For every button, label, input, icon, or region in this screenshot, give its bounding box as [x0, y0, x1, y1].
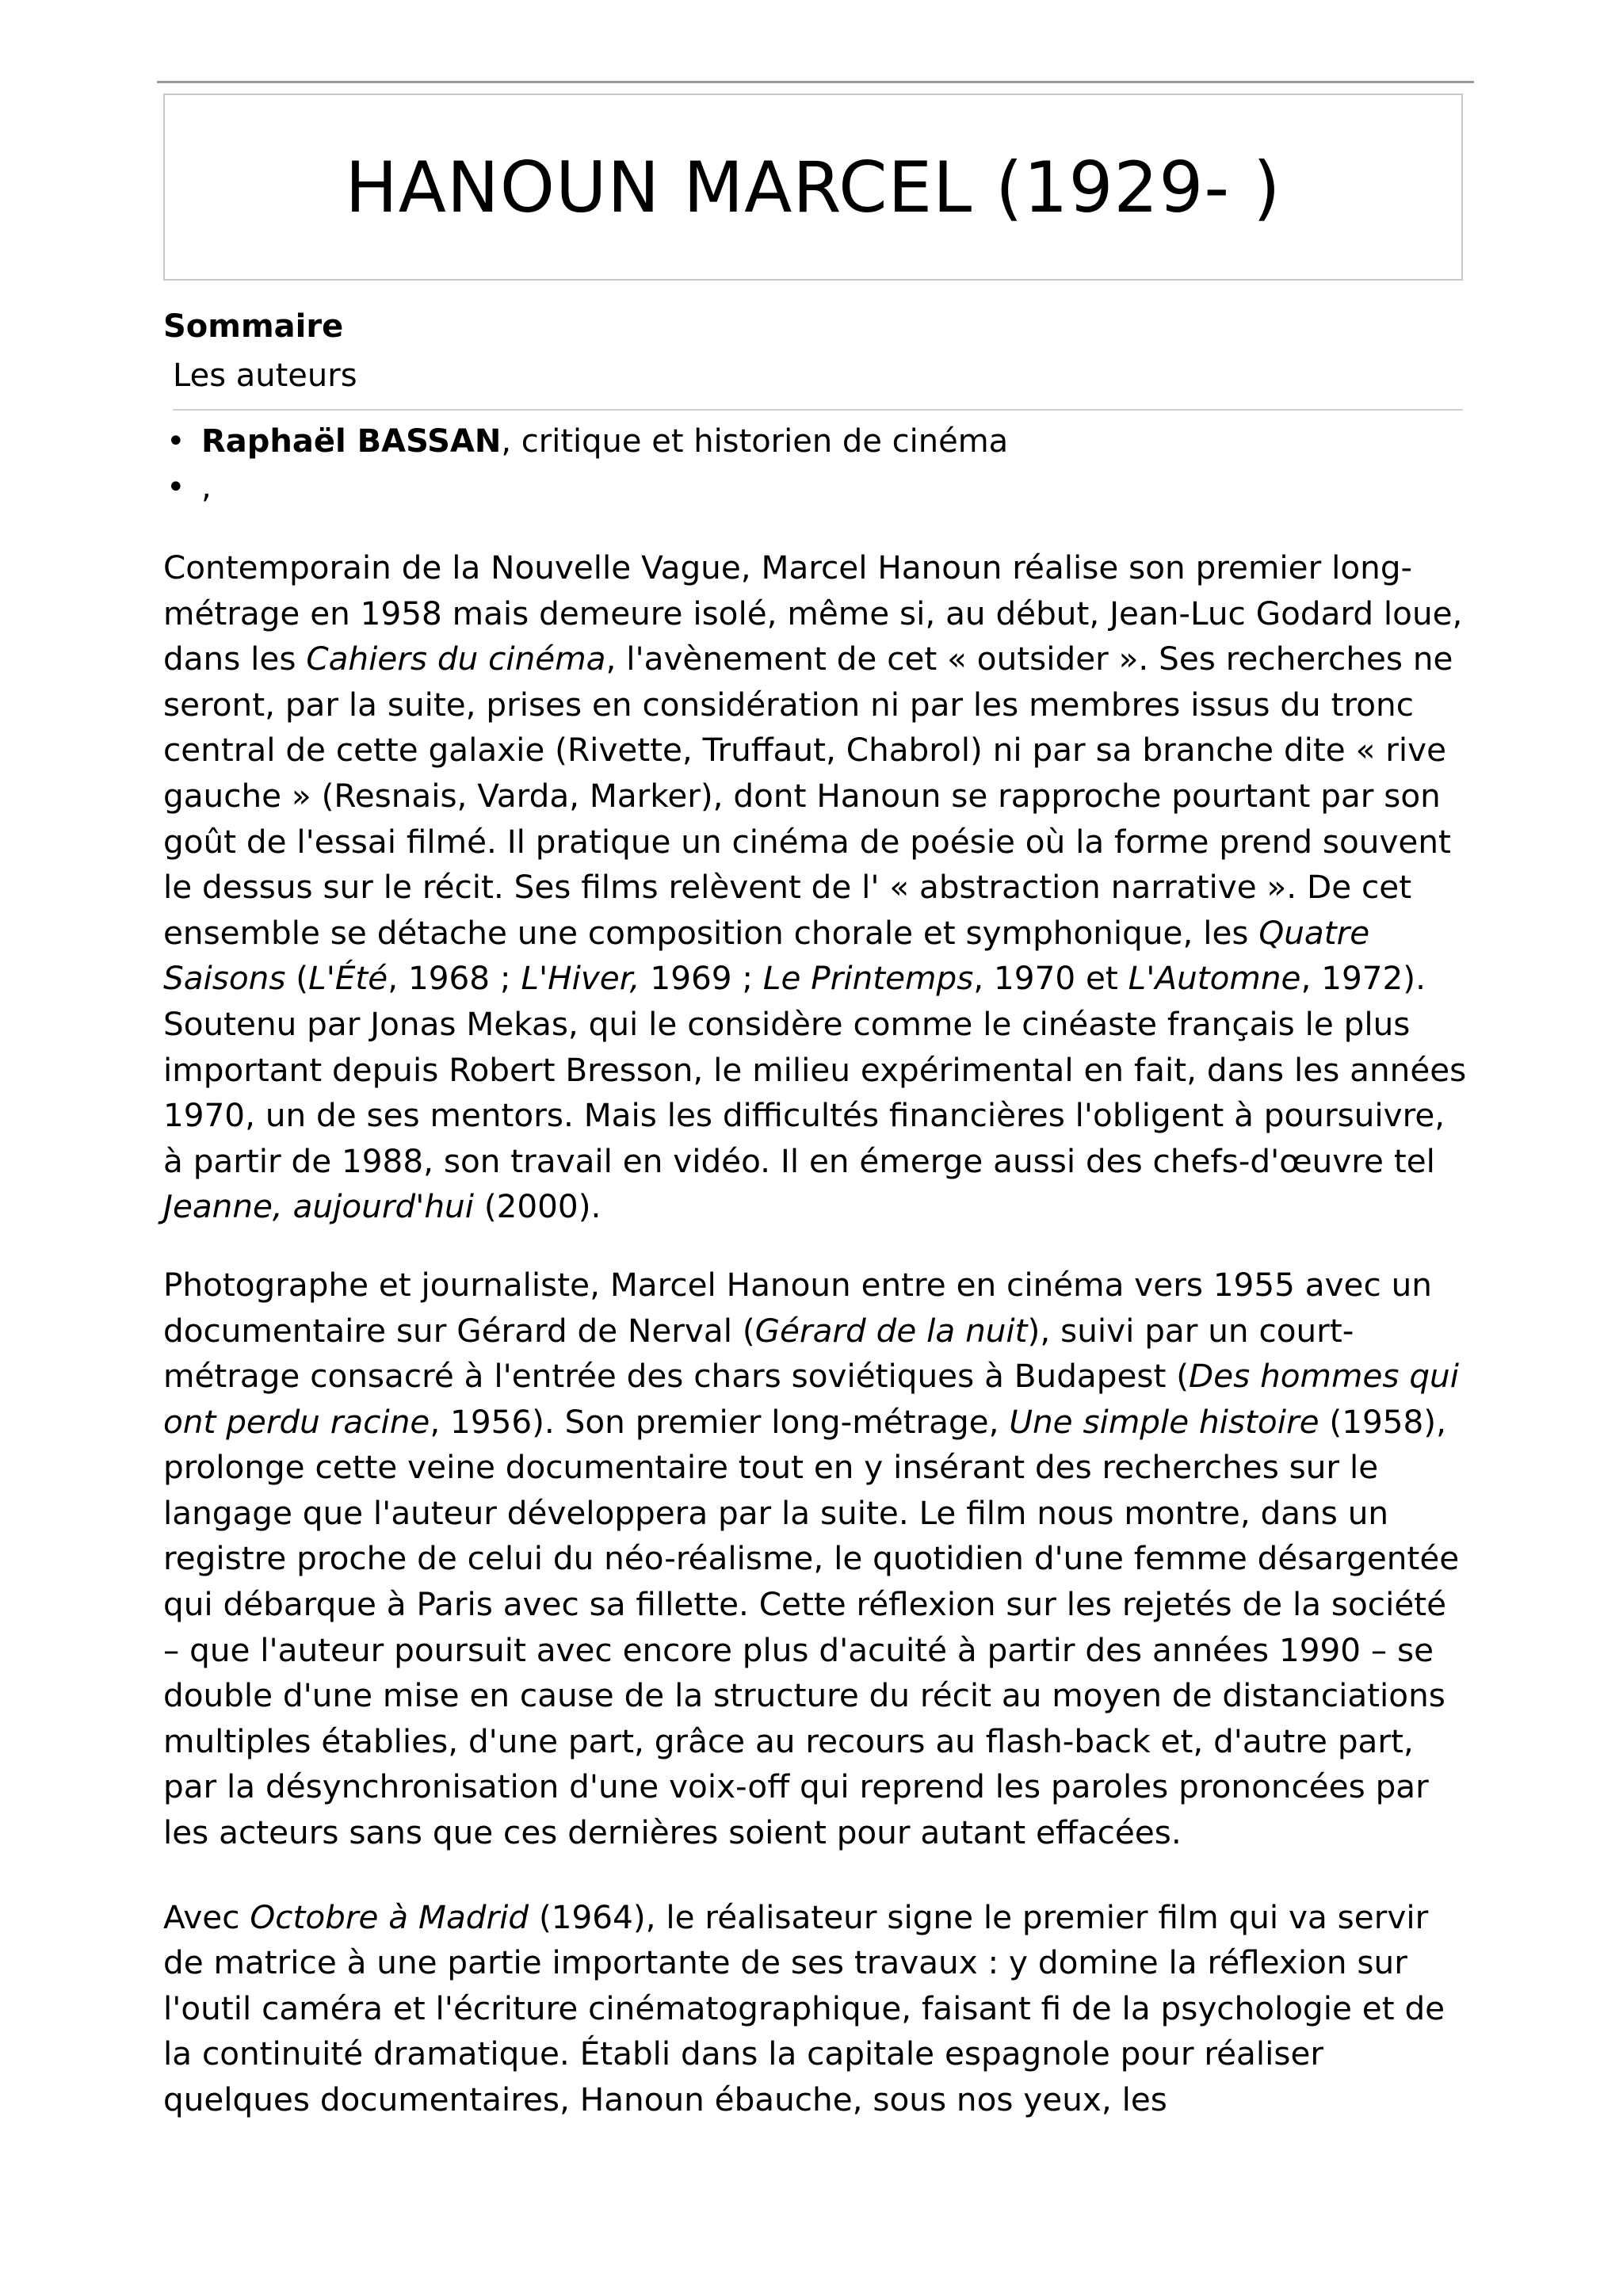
body-paragraph — [163, 1263, 1471, 1856]
italic-title: Des hommes qui ont perdu racine — [163, 1357, 1459, 1441]
text-run: , 1956). Son premier long-métrage, — [430, 1402, 1010, 1441]
text-run: (1964), le réalisateur signe le premier film qui va servir de matrice à une partie importante de ses travaux : y domine la réflexion sur l'outil caméra et l'écriture cinématographique, faisant fi de la psychologie et de la continuité dramatique. Établi dans la capitale espagnole pour réaliser quelques documentaires, Hanoun ébauche, sous nos yeux, les — [163, 1897, 1445, 2118]
author-item — [163, 464, 1463, 510]
author-role: , critique et historien de cinéma — [501, 423, 1009, 460]
italic-title: Cahiers du cinéma — [306, 640, 606, 678]
author-role: , — [201, 469, 212, 506]
text-run: , 1972). Soutenu par Jonas Mekas, qui le considère comme le cinéaste français le plus important depuis Robert Bresson, le milieu expérimental en fait, dans les années 1970, un de ses mentors. Mais les difficultés financières l'obligent à poursuivre, à partir de 1988, son travail en vidéo. Il en émerge aussi des chefs-d'œuvre tel — [163, 959, 1467, 1180]
text-run: ( — [285, 959, 309, 998]
italic-title: Le Printemps — [762, 959, 974, 998]
text-run: , l'avènement de cet « outsider ». Ses recherches ne seront, par la suite, prises en considération ni par les membres issus du tronc central de cette galaxie (Rivette, Truffaut, Chabrol) ni par sa branche dite « rive gauche » (Resnais, Varda, Marker), dont Hanoun se rapproche pourtant par son goût de l'essai filmé. Il pratique un cinéma de poésie où la forme prend souvent le dessus sur le récit. Ses films relèvent de l' « abstraction narrative ». De cet ensemble se détache une composition chorale et symphonique, les — [163, 640, 1453, 952]
article-body — [163, 545, 1471, 2156]
italic-title: Quatre Saisons — [163, 913, 1370, 998]
authors-subheading: Les auteurs — [173, 353, 1463, 411]
text-run: 1969 ; — [640, 959, 763, 998]
text-run: Photographe et journaliste, Marcel Hanoun entre en cinéma vers 1955 avec un documentaire sur Gérard de Nerval ( — [163, 1265, 1432, 1350]
italic-title: Gérard de la nuit — [754, 1311, 1028, 1350]
text-run: Contemporain de la Nouvelle Vague, Marcel Hanoun réalise son premier long-métrage en 1958 mais demeure isolé, même si, au début, Jean-Luc Godard loue, dans les — [163, 548, 1463, 678]
bullet-icon: • — [166, 469, 185, 506]
title-box — [163, 94, 1463, 281]
body-paragraph — [163, 1895, 1471, 2123]
author-item — [163, 418, 1463, 464]
italic-title: L'Été — [308, 959, 388, 998]
top-divider — [157, 81, 1474, 83]
italic-title: Jeanne, aujourd'hui — [163, 1187, 474, 1226]
text-run: (1958), prolonge cette veine documentaire tout en y insérant des recherches sur le langage que l'auteur développera par la suite. Le film nous montre, dans un registre proche de celui du néo-réalisme, le quotidien d'une femme désargentée qui débarque à Paris avec sa fillette. Cette réflexion sur les rejetés de la société – que l'auteur poursuit avec encore plus d'acuité à partir des années 1990 – se double d'une mise en cause de la structure du récit au moyen de distanciations multiples établies, d'une part, grâce au recours au flash-back et, d'autre part, par la désynchronisation d'une voix-off qui reprend les paroles prononcées par les acteurs sans que ces dernières soient pour autant effacées. — [163, 1402, 1460, 1852]
authors-list — [163, 418, 1463, 510]
italic-title: Une simple histoire — [1009, 1402, 1319, 1441]
text-run: (2000). — [473, 1187, 601, 1226]
italic-title: L'Automne — [1128, 959, 1301, 998]
body-paragraph — [163, 545, 1471, 1230]
text-run: Avec — [163, 1897, 250, 1936]
bullet-icon: • — [166, 423, 185, 460]
author-name: Raphaël BASSAN — [201, 423, 502, 460]
sommaire-section — [163, 304, 1463, 510]
text-run: , 1968 ; — [388, 959, 521, 998]
text-run: ), suivi par un court-métrage consacré à l'entrée des chars soviétiques à Budapest ( — [163, 1311, 1354, 1396]
text-run: , 1970 et — [973, 959, 1128, 998]
page-title: HANOUN MARCEL (1929- ) — [345, 146, 1281, 228]
italic-title: L'Hiver, — [521, 959, 640, 998]
italic-title: Octobre à Madrid — [250, 1897, 529, 1936]
sommaire-heading: Sommaire — [163, 308, 344, 345]
